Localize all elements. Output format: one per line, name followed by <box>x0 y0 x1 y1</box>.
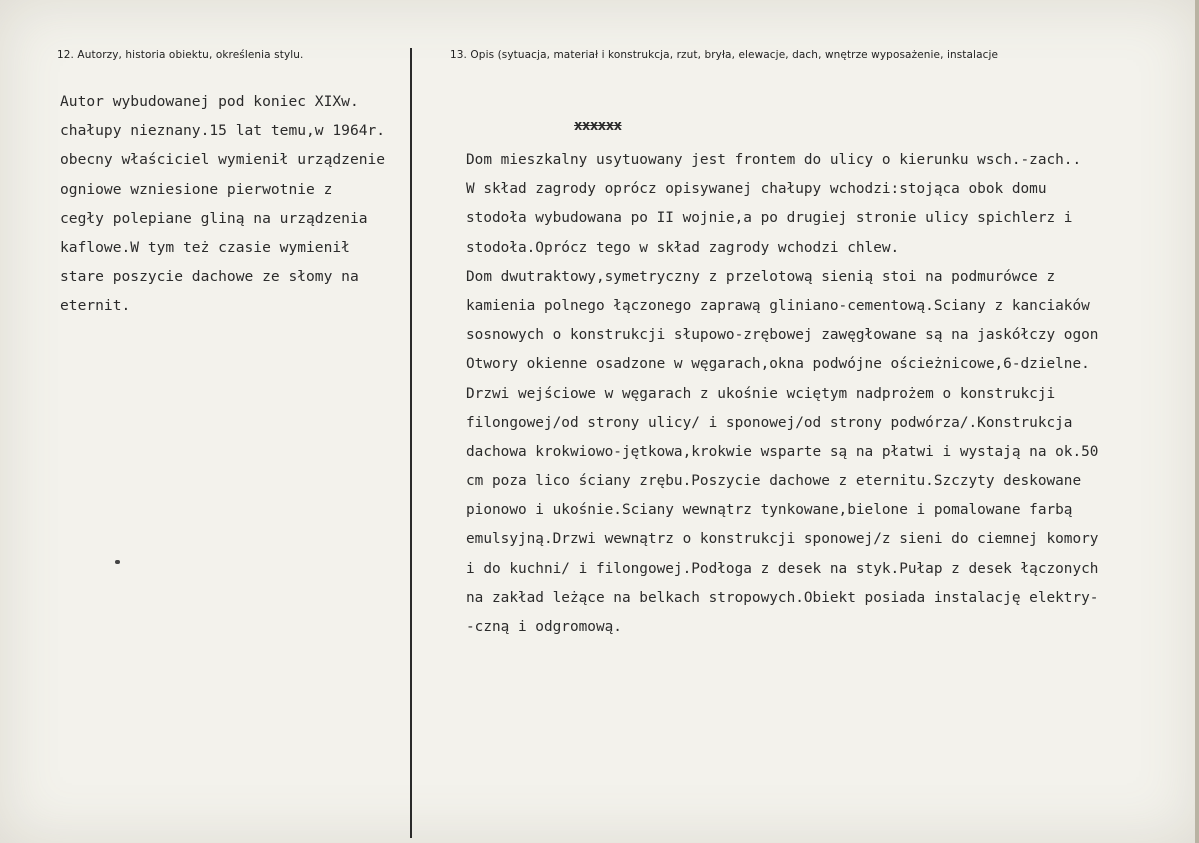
text-line: cm poza lico ściany zrębu.Poszycie dachowe z eternitu.Szczyty deskowane <box>466 473 1082 490</box>
text-line: Otwory okienne osadzone w węgarach,okna podwójne ościeżnicowe,6-dzielne. <box>466 356 1090 373</box>
column-divider <box>410 48 412 838</box>
text-line: -czną i odgromową. <box>466 619 622 635</box>
text-line: dachowa krokwiowo-jętkowa,krokwie wsparte są na płatwi i wystają na ok.50 <box>466 443 1099 460</box>
text-line: ogniowe wzniesione pierwotnie z <box>60 180 333 198</box>
text-line: stodoła wybudowana po II wojnie,a po drugiej stronie ulicy spichlerz i <box>466 210 1073 227</box>
section-13-header: 13. Opis (sytuacja, materiał i konstrukcja, rzut, bryła, elewacje, dach, wnętrze wyposażenie, instalacje <box>450 49 999 61</box>
text-line: i do kuchni/ i filongowej.Podłoga z desek na styk.Pułap z desek łączonych <box>466 560 1099 577</box>
text-line: cegły polepiane gliną na urządzenia <box>60 209 368 227</box>
text-line: kaflowe.W tym też czasie wymienił <box>60 238 350 256</box>
struck-out-word: xxxxxx <box>574 118 622 134</box>
description-text <box>466 146 1098 642</box>
text-line: stodoła.Oprócz tego w skład zagrody wchodzi chlew. <box>466 239 900 256</box>
text-line: filongowej/od strony ulicy/ i sponowej/od strony podwórza/.Konstrukcja <box>466 414 1073 431</box>
text-line: W skład zagrody oprócz opisywanej chałupy wchodzi:stojąca obok domu <box>466 181 1047 198</box>
authors-history-text <box>60 87 385 321</box>
text-line: stare poszycie dachowe ze słomy na <box>60 268 359 286</box>
text-line: Drzwi wejściowe w węgarach z ukośnie wciętym nadprożem o konstrukcji <box>466 385 1056 402</box>
page-edge <box>1195 0 1199 843</box>
text-line: eternit. <box>60 297 131 315</box>
section-12-header: 12. Autorzy, historia obiektu, określenia stylu. <box>57 49 304 61</box>
text-line: chałupy nieznany.15 lat temu,w 1964r. <box>60 122 386 140</box>
text-line: na zakład leżące na belkach stropowych.Obiekt posiada instalację elektry- <box>466 589 1099 606</box>
text-line: kamienia polnego łączonego zaprawą gliniano-cementową.Sciany z kanciaków <box>466 297 1090 314</box>
text-line: emulsyjną.Drzwi wewnątrz o konstrukcji sponowej/z sieni do ciemnej komory <box>466 531 1099 548</box>
text-line: Autor wybudowanej pod koniec XIXw. <box>60 93 359 110</box>
text-line: Dom dwutraktowy,symetryczny z przelotową sienią stoi na podmurówce z <box>466 268 1056 285</box>
text-line: pionowo i ukośnie.Sciany wewnątrz tynkowane,bielone i pomalowane farbą <box>466 502 1073 519</box>
text-line: obecny właściciel wymienił urządzenie <box>60 151 386 169</box>
ink-speck <box>115 560 120 564</box>
text-line: Dom mieszkalny usytuowany jest frontem do ulicy o kierunku wsch.-zach.. <box>466 152 1082 168</box>
text-line: sosnowych o konstrukcji słupowo-zrębowej zawęgłowane są na jaskółczy ogon <box>466 327 1099 344</box>
